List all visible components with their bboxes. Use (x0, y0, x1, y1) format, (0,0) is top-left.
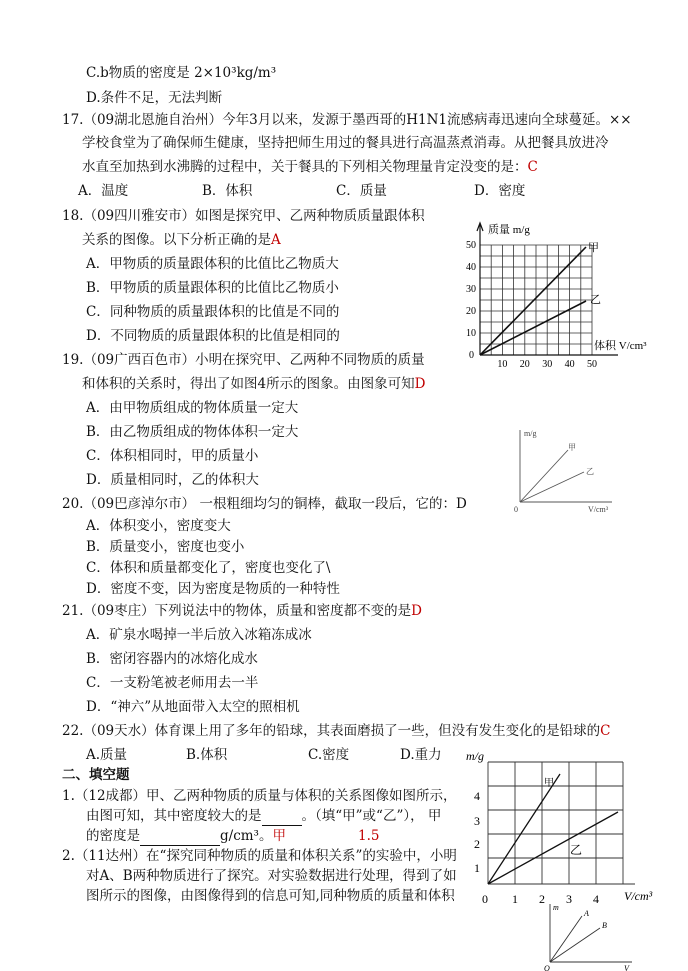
q17-option-c: C．质量 (336, 183, 387, 199)
q21-answer: D (411, 603, 422, 619)
svg-text:40: 40 (466, 262, 476, 273)
q20-option-a: A．体积变小，密度变大 (86, 518, 231, 534)
svg-text:0: 0 (514, 505, 518, 514)
q17-option-d: D．密度 (474, 183, 526, 199)
svg-text:50: 50 (466, 240, 476, 251)
q22-option-d: D.重力 (400, 747, 442, 763)
q19-option-d: D．质量相同时，乙的体积大 (86, 472, 259, 488)
q22-line-1: 22.（09天水）体育课上用了多年的铅球，其表面磨损了一些，但没有发生变化的是铅球的C (62, 723, 611, 739)
svg-text:30: 30 (466, 284, 476, 295)
q18-graph (458, 215, 658, 375)
q21-option-a: A．矿泉水喝掉一半后放入冰箱冻成冰 (86, 627, 312, 643)
q18-option-c: C．同种物质的质量跟体积的比值是不同的 (86, 304, 340, 320)
q19-option-c: C．体积相同时，甲的质量小 (86, 448, 259, 464)
svg-text:1: 1 (474, 861, 480, 875)
q18-xlabel: 体积 V/cm³ (594, 340, 647, 352)
f1-line-2: 由图可知，其中密度较大的是 。（填“甲”或“乙”）， 甲 (86, 808, 442, 824)
svg-text:4: 4 (474, 789, 480, 803)
f2-line-1: 2.（11达州）在“探究同种物质的质量和体积关系”的实验中，小明 (62, 848, 457, 864)
f1-xlabel: V/cm³ (624, 889, 653, 903)
svg-text:40: 40 (564, 359, 575, 370)
section-title-fill-in: 二、填空题 (62, 767, 130, 783)
f1-answer-2: 1.5 (358, 828, 380, 844)
f1-graph (460, 748, 660, 908)
f1-line-1: 1.（12成都）甲、乙两种物质的质量与体积的关系图像如图所示， (62, 788, 457, 804)
q17-line-3: 水直至加热到水沸腾的过程中，关于餐具的下列相关物理量肯定没变的是：C (82, 159, 538, 175)
q22-answer: C (600, 723, 611, 739)
f2-line-b (550, 928, 600, 962)
svg-text:V: V (624, 964, 629, 971)
svg-text:O: O (544, 964, 550, 971)
svg-text:1: 1 (512, 892, 518, 906)
q18-option-a: A．甲物质的质量跟体积的比值比乙物质大 (86, 256, 339, 272)
svg-text:50: 50 (587, 359, 597, 370)
q21-option-d: D．“神六”从地面带入太空的照相机 (86, 699, 300, 715)
q19-answer: D (414, 376, 426, 392)
svg-text:A: A (584, 909, 589, 918)
svg-text:m/g: m/g (524, 429, 537, 438)
svg-text:3: 3 (566, 892, 572, 906)
q19-graph (508, 424, 618, 514)
svg-text:20: 20 (519, 359, 530, 370)
q20-option-c: C．体积和质量都变化了，密度也变化了\ (86, 560, 331, 576)
q18-line-jia (480, 247, 586, 355)
f1-line-yi (488, 812, 618, 884)
f2-line-2: 对A、B两种物质进行了探究。对实验数据进行处理，得到了如 (86, 868, 457, 884)
svg-text:m: m (553, 903, 559, 912)
svg-text:10: 10 (466, 328, 476, 339)
svg-text:甲: 甲 (568, 443, 576, 452)
q17-answer: C (527, 159, 538, 175)
q20-line-1: 20.（09巴彦淖尔市） 一根粗细均匀的铜棒，截取一段后，它的：D (62, 496, 467, 512)
q17-option-b: B．体积 (202, 183, 253, 199)
q22-option-c: C.密度 (308, 747, 350, 763)
q18-answer: A (271, 232, 281, 248)
svg-text:2: 2 (539, 892, 545, 906)
svg-text:B: B (602, 921, 607, 930)
f1-origin: 0 (482, 892, 488, 906)
svg-text:20: 20 (466, 306, 476, 317)
f1-label-jia: 甲 (544, 778, 554, 789)
svg-text:10: 10 (497, 359, 508, 370)
svg-text:乙: 乙 (586, 467, 594, 476)
f1-line-3: 的密度是 g/cm³。甲 1.5 (86, 828, 380, 844)
svg-text:30: 30 (542, 359, 553, 370)
q18-ylabel: 质量 m/g (488, 224, 530, 236)
svg-text:2: 2 (474, 837, 480, 851)
f1-answer-1: 甲 (272, 828, 286, 844)
f2-line-a (550, 916, 582, 962)
q17-line-1: 17.（09湖北恩施自治州）今年3月以来，发源于墨西哥的H1N1流感病毒迅速向全球蔓延。×× (62, 112, 632, 128)
svg-text:4: 4 (593, 892, 599, 906)
q18-line-yi (480, 301, 586, 355)
f2-line-3: 图所示的图像，由图像得到的信息可知,同种物质的质量和体积 (86, 888, 455, 904)
q20-option-d: D．密度不变，因为密度是物质的一种特性 (86, 581, 340, 597)
f2-graph (540, 900, 640, 971)
q17-option-a: A．温度 (78, 183, 129, 199)
q19-option-a: A．由甲物质组成的物体质量一定大 (86, 400, 299, 416)
svg-text:3: 3 (474, 814, 480, 828)
q20-option-b: B．质量变小，密度也变小 (86, 539, 245, 555)
q22-option-b: B.体积 (186, 747, 228, 763)
q16-option-d: D.条件不足，无法判断 (86, 90, 223, 106)
q19-option-b: B．由乙物质组成的物体体积一定大 (86, 424, 299, 440)
q19-line-1: 19.（09广西百色市）小明在探究甲、乙两种不同物质的质量 (62, 352, 425, 368)
q18-line-2: 关系的图像。以下分析正确的是A (82, 232, 281, 248)
q18-label-jia: 甲 (588, 242, 599, 254)
q21-option-c: C．一支粉笔被老师用去一半 (86, 675, 259, 691)
q18-label-yi: 乙 (590, 294, 601, 306)
f1-line-jia (488, 774, 560, 884)
svg-text:0: 0 (469, 350, 474, 361)
f1-ylabel: m/g (466, 749, 484, 763)
q19-line-yi (520, 472, 584, 502)
q22-option-a: A.质量 (86, 747, 128, 763)
q21-option-b: B．密闭容器内的冰熔化成水 (86, 651, 258, 667)
q20-answer: D (455, 496, 467, 512)
q18-option-d: D．不同物质的质量跟体积的比值是相同的 (86, 328, 340, 344)
q17-line-2: 学校食堂为了确保师生健康，坚持把师生用过的餐具进行高温蒸煮消毒。从把餐具放进冷 (82, 135, 609, 151)
q16-option-c: C.b物质的密度是 2×10³kg/m³ (86, 65, 277, 81)
f1-label-yi: 乙 (570, 843, 583, 857)
q19-line-jia (520, 450, 568, 502)
q21-line-1: 21.（09枣庄）下列说法中的物体，质量和密度都不变的是D (62, 603, 422, 619)
q18-option-b: B．甲物质的质量跟体积的比值比乙物质小 (86, 280, 339, 296)
svg-text:V/cm³: V/cm³ (588, 505, 609, 514)
q19-line-2: 和体积的关系时，得出了如图4所示的图象。由图象可知D (82, 376, 426, 392)
q18-line-1: 18.（09四川雅安市）如图是探究甲、乙两种物质质量跟体积 (62, 208, 425, 224)
